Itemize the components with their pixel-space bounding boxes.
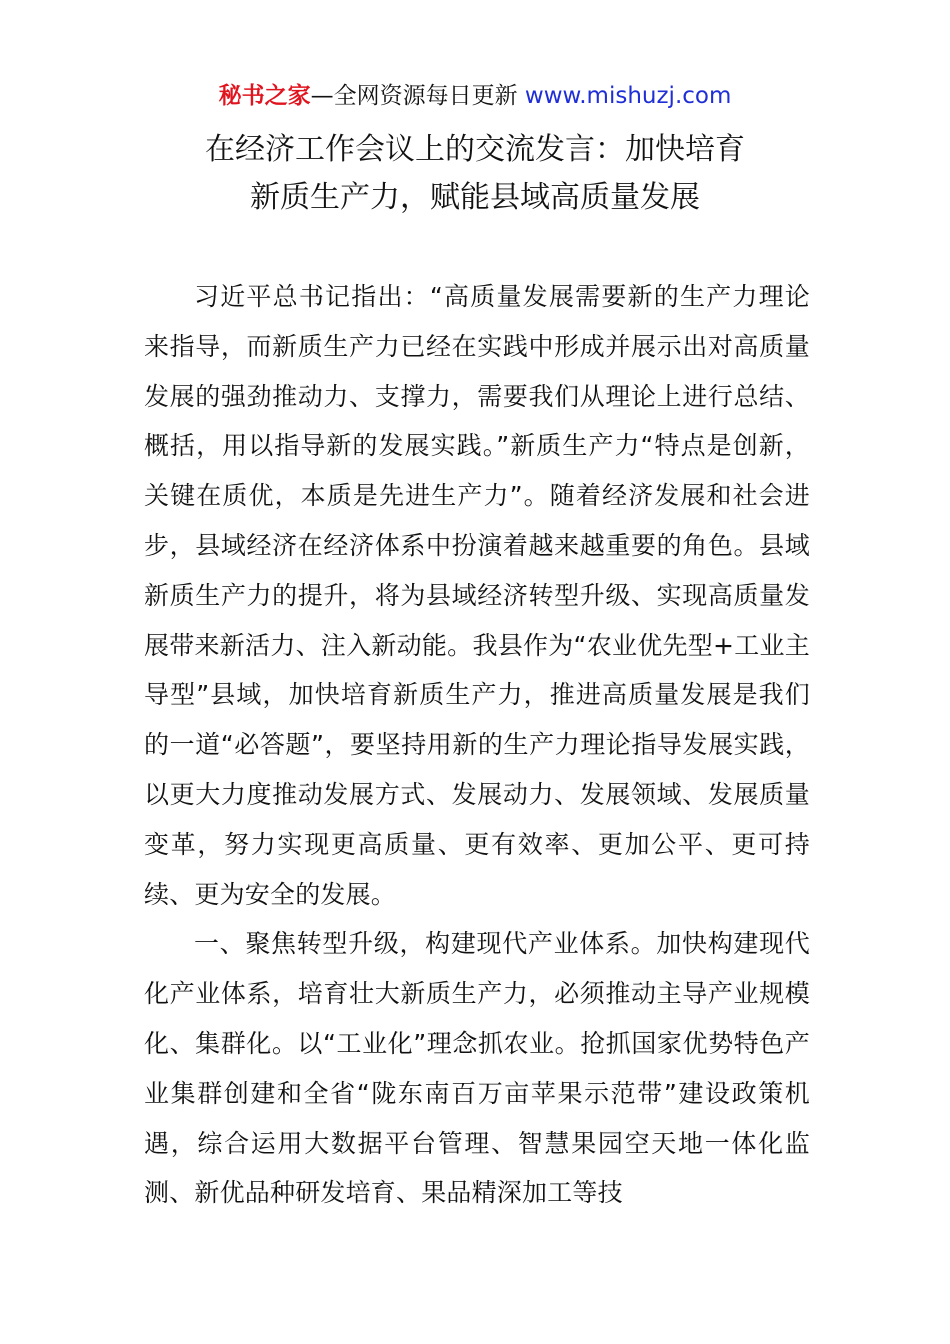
- document-body: [144, 272, 810, 1218]
- document-title: [100, 126, 850, 222]
- site-url: www.mishuzj.com: [524, 83, 732, 109]
- site-tagline: —全网资源每日更新: [310, 83, 525, 109]
- paragraph-section-one: 一、聚焦转型升级，构建现代产业体系。加快构建现代化产业体系，培育壮大新质生产力，必须推动主导产业规模化、集群化。以“工业化”理念抓农业。抢抓国家优势特色产业集群创建和全省“陇东南百万亩苹果示范带”建设政策机遇，综合运用大数据平台管理、智慧果园空天地一体化监测、新优品种研发培育、果品精深加工等技: [144, 929, 810, 1208]
- site-header: [0, 80, 950, 112]
- paragraph-intro: 习近平总书记指出：“高质量发展需要新的生产力理论来指导，而新质生产力已经在实践中形成并展示出对高质量发展的强劲推动力、支撑力，需要我们从理论上进行总结、概括，用以指导新的发展实践。”新质生产力“特点是创新，关键在质优，本质是先进生产力”。随着经济发展和社会进步，县域经济在经济体系中扮演着越来越重要的角色。县域新质生产力的提升，将为县域经济转型升级、实现高质量发展带来新活力、注入新动能。我县作为“农业优先型+工业主导型”县域，加快培育新质生产力，推进高质量发展是我们的一道“必答题”，要坚持用新的生产力理论指导发展实践，以更大力度推动发展方式、发展动力、发展领域、发展质量变革，努力实现更高质量、更有效率、更加公平、更可持续、更为安全的发展。: [144, 282, 810, 909]
- title-line-1: 在经济工作会议上的交流发言：加快培育: [205, 132, 745, 167]
- title-line-2: 新质生产力，赋能县域高质量发展: [250, 180, 700, 215]
- site-brand: 秘书之家: [218, 83, 311, 109]
